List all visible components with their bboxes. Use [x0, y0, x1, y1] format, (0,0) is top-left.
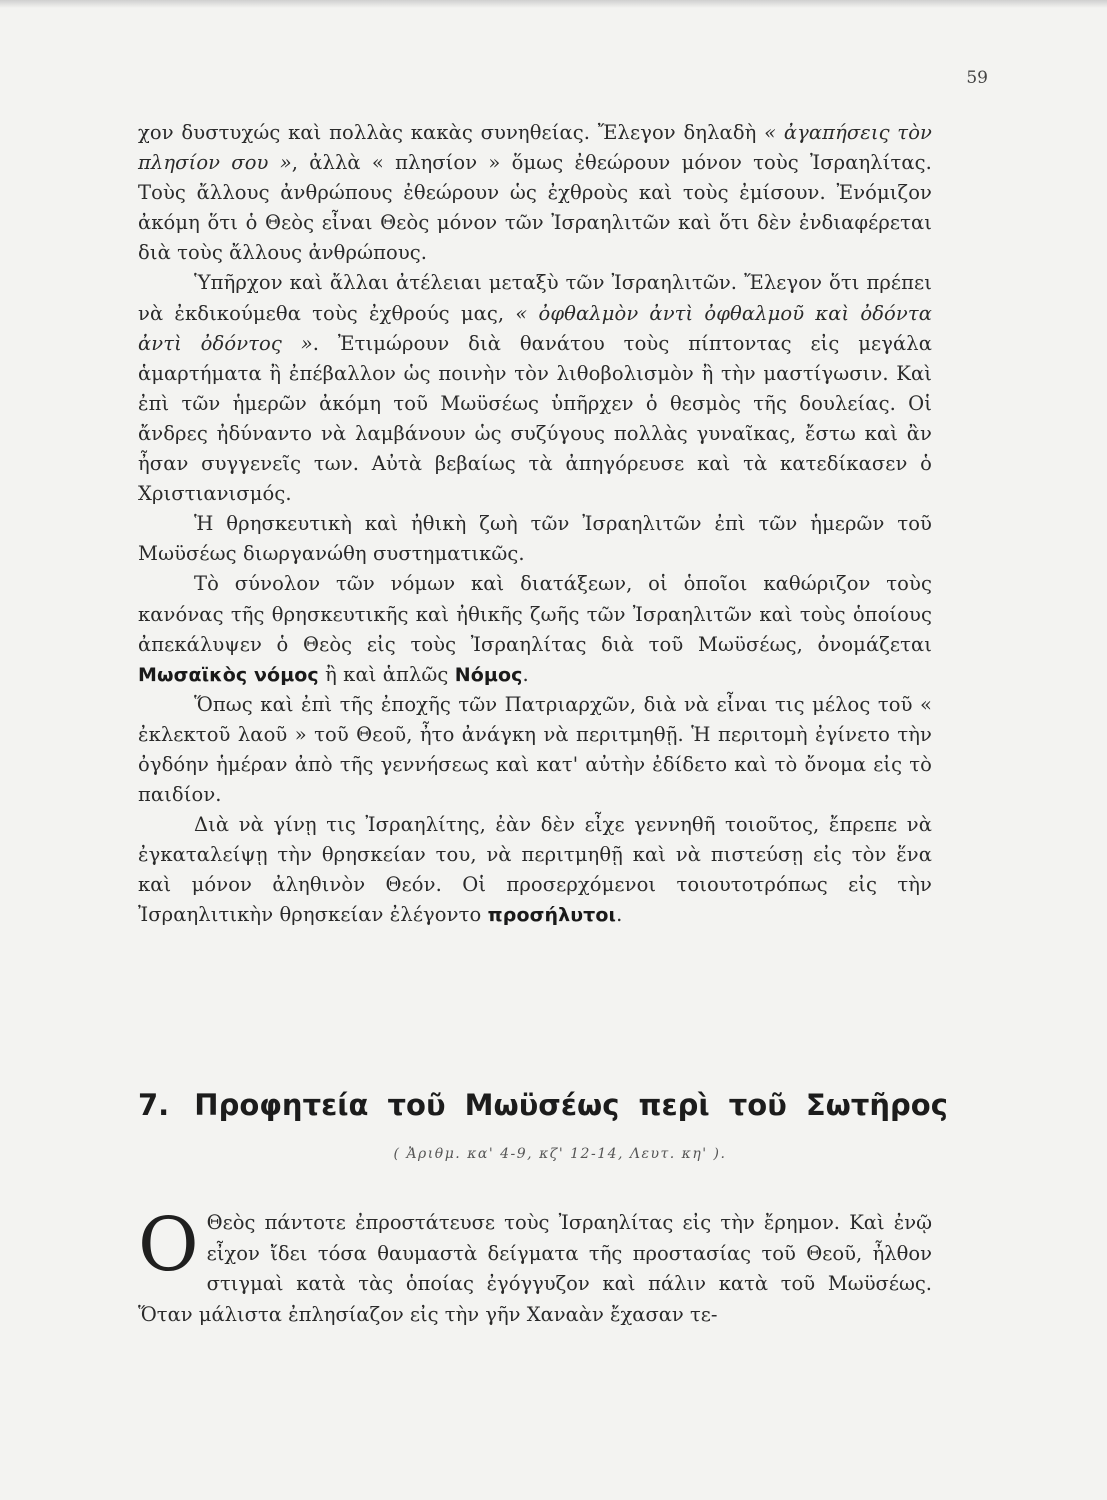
italic-quote: « ἀγαπήσεις τὸν πλησίον σου » — [138, 121, 932, 175]
text-run: . — [616, 903, 623, 927]
section-title-word: Μωϋσέως — [464, 1088, 620, 1122]
section-title-word: τοῦ — [387, 1088, 446, 1122]
section-heading — [138, 1088, 948, 1122]
page-top-edge — [0, 0, 1107, 8]
text-run: Ἡ θρησκευτικὴ καὶ ἠθικὴ ζωὴ τῶν Ἰσραηλιτῶν ἐπὶ τῶν ἡμερῶν τοῦ Μωϋσέως διωργανώθη συστηματικῶς. — [138, 512, 932, 566]
text-run: Ὑπῆρχον καὶ ἄλλαι ἀτέλειαι μεταξὺ τῶν Ἰσραηλιτῶν. Ἔλεγον ὅτι πρέπει νὰ ἐκδικούμεθα τοὺς ἐχθρούς μας, — [138, 271, 932, 325]
paragraph — [138, 509, 932, 569]
final-paragraph — [138, 1202, 932, 1330]
section-reference: ( Ἀριθμ. κα' 4-9, κζ' 12-14, Λευτ. κη' ). — [393, 1146, 727, 1162]
text-run: Τὸ σύνολον τῶν νόμων καὶ διατάξεων, οἱ ὁποῖοι καθώριζον τοὺς κανόνας τῆς θρησκευτικῆς καὶ ἠθικῆς ζωῆς τῶν Ἰσραηλιτῶν καὶ τοὺς ὁποίους ἀπεκάλυψεν ὁ Θεὸς εἰς τοὺς Ἰσραηλίτας διὰ τοῦ Μωϋσέως, ὀνομάζεται — [138, 572, 932, 656]
text-run: . Ἐτιμώρουν διὰ θανάτου τοὺς πίπτοντας εἰς μεγάλα ἁμαρτήματα ἢ ἐπέβαλλον ὡς ποινὴν τὸν λιθοβολισμὸν ἢ τὴν μαστίγωσιν. Καὶ ἐπὶ τῶν ἡμερῶν ἀκόμη τοῦ Μωϋσέως ὑπῆρχεν ὁ θεσμὸς τῆς δουλείας. Οἱ ἄνδρες ἠδύναντο νὰ λαμβάνουν ὡς συζύγους πολλὰς γυναῖκας, ἔστω καὶ ἂν ἦσαν συγγενεῖς των. Αὐτὰ βεβαίως τὰ ἀπηγόρευσε καὶ τὰ κατεδίκασεν ὁ Χριστιανισμός. — [138, 331, 932, 506]
section-title-word: περὶ — [638, 1088, 710, 1122]
paragraph — [138, 690, 932, 810]
drop-cap: Ο — [138, 1202, 199, 1288]
paragraph — [138, 268, 932, 509]
paragraph — [138, 118, 932, 268]
body-text — [138, 118, 932, 931]
final-paragraph-text: Θεὸς πάντοτε ἐπροστάτευσε τοὺς Ἰσραηλίτας εἰς τὴν ἔρημον. Καὶ ἐνῷ εἶχον ἴδει τόσα θαυμαστὰ δείγματα τῆς προστασίας τοῦ Θεοῦ, ἦλθον στιγμαὶ κατὰ τὰς ὁποίας ἐγόγγυζον καὶ πάλιν κατὰ τοῦ Μωϋσέως. Ὅταν μάλιστα ἐπλησίαζον εἰς τὴν γῆν Χαναὰν ἔχασαν τε- — [138, 1211, 932, 1326]
section-title-word: τοῦ — [728, 1088, 787, 1122]
bold-term: Νόμος — [454, 663, 523, 686]
italic-quote: « ὀφθαλμὸν ἀντὶ ὀφθαλμοῦ καὶ ὀδόντα ἀντὶ ὀδόντος » — [138, 301, 932, 355]
section-number: 7. — [138, 1088, 170, 1122]
text-run: Ὅπως καὶ ἐπὶ τῆς ἐποχῆς τῶν Πατριαρχῶν, διὰ νὰ εἶναι τις μέλος τοῦ « ἐκλεκτοῦ λαοῦ » τοῦ Θεοῦ, ἦτο ἀνάγκη νὰ περιτμηθῇ. Ἡ περιτομὴ ἐγίνετο τὴν ὀγδόην ἡμέραν ἀπὸ τῆς γεννήσεως καὶ κατ' αὐτὴν ἐδίδετο καὶ τὸ ὄνομα εἰς τὸ παιδίον. — [138, 692, 932, 807]
text-run: . — [522, 662, 529, 686]
bold-term: προσήλυτοι — [487, 904, 617, 927]
bold-term: Μωσαϊκὸς νόμος — [138, 663, 319, 686]
page-number: 59 — [966, 68, 988, 88]
section-title-word: Σωτῆρος — [805, 1088, 948, 1122]
text-run: χον δυστυχώς καὶ πολλὰς κακὰς συνηθείας. Ἔλεγον δηλαδὴ — [138, 121, 765, 144]
paragraph — [138, 569, 932, 689]
paragraph — [138, 810, 932, 930]
text-run: , ἀλλὰ « πλησίον » ὅμως ἐθεώρουν μόνον τοὺς Ἰσραηλίτας. Τοὺς ἄλλους ἀνθρώπους ἐθεώρουν ὡς ἐχθροὺς καὶ τοὺς ἐμίσουν. Ἐνόμιζον ἀκόμη ὅτι ὁ Θεὸς εἶναι Θεὸς μόνον τῶν Ἰσραηλιτῶν καὶ ὅτι δὲν ἐνδιαφέρεται διὰ τοὺς ἄλλους ἀνθρώπους. — [138, 151, 932, 265]
text-run: ἢ καὶ ἁπλῶς — [318, 662, 455, 686]
text-run: Διὰ νὰ γίνῃ τις Ἰσραηλίτης, ἐὰν δὲν εἶχε γεννηθῆ τοιοῦτος, ἔπρεπε νὰ ἐγκαταλείψῃ τὴν θρησκείαν του, νὰ περιτμηθῇ καὶ νὰ πιστεύσῃ εἰς τὸν ἕνα καὶ μόνον ἀληθινὸν Θεόν. Οἱ προσερχόμενοι τοιουτοτρόπως εἰς τὴν Ἰσραηλιτικὴν θρησκείαν ἐλέγοντο — [138, 813, 932, 927]
section-title-word: Προφητεία — [194, 1088, 369, 1122]
